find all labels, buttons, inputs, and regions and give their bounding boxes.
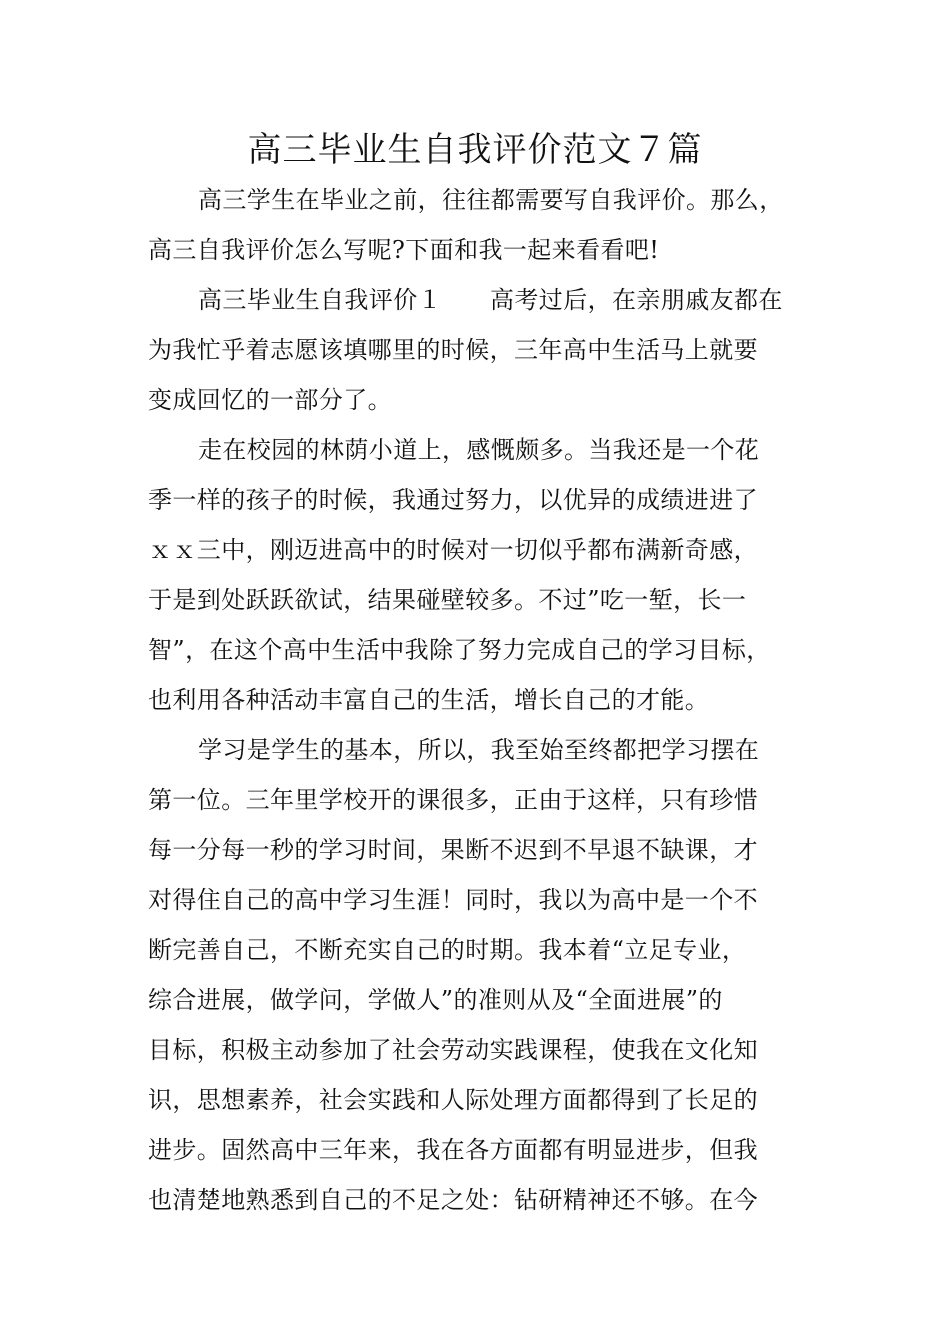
paragraph-line: 走在校园的林荫小道上，感慨颇多。当我还是一个花 xyxy=(198,436,760,464)
section-first-line: 高考过后，在亲朋戚友都在 xyxy=(490,286,783,314)
section-heading-line xyxy=(198,285,783,315)
paragraph-line: 也清楚地熟悉到自己的不足之处：钻研精神还不够。在今 xyxy=(148,1186,758,1214)
paragraph-line: 综合进展，做学问，学做人”的准则从及“全面进展”的 xyxy=(148,986,723,1014)
paragraph-line: 每一分每一秒的学习时间，果断不迟到不早退不缺课，才 xyxy=(148,836,758,864)
document-title: 高三毕业生自我评价范文７篇 xyxy=(247,130,703,170)
section-line: 变成回忆的一部分了。 xyxy=(148,386,392,414)
paragraph-line: 于是到处跃跃欲试，结果碰壁较多。不过”吃一堑，长一 xyxy=(148,586,747,614)
paragraph-line: 对得住自己的高中学习生涯！同时，我以为高中是一个不 xyxy=(148,886,758,914)
paragraph-line: 断完善自己，不断充实自己的时期。我本着“立足专业， xyxy=(148,936,747,964)
paragraph-line: 智”，在这个高中生活中我除了努力完成自己的学习目标， xyxy=(148,636,771,664)
paragraph-line: 也利用各种活动丰富自己的生活，增长自己的才能。 xyxy=(148,686,710,714)
intro-line: 高三自我评价怎么写呢?下面和我一起来看看吧! xyxy=(148,236,660,264)
paragraph-line: 第一位。三年里学校开的课很多，正由于这样，只有珍惜 xyxy=(148,786,758,814)
paragraph-line: 目标，积极主动参加了社会劳动实践课程，使我在文化知 xyxy=(148,1036,758,1064)
section-line: 为我忙乎着志愿该填哪里的时候，三年高中生活马上就要 xyxy=(148,336,758,364)
paragraph-line: 季一样的孩子的时候，我通过努力，以优异的成绩进进了 xyxy=(148,486,758,514)
paragraph-line: 识，思想素养，社会实践和人际处理方面都得到了长足的 xyxy=(148,1086,758,1114)
paragraph-line: 进步。固然高中三年来，我在各方面都有明显进步，但我 xyxy=(148,1136,758,1164)
section-heading: 高三毕业生自我评价１ xyxy=(198,286,442,314)
intro-line: 高三学生在毕业之前，往往都需要写自我评价。那么， xyxy=(198,186,784,214)
paragraph-line: 学习是学生的基本，所以，我至始至终都把学习摆在 xyxy=(198,736,760,764)
paragraph-line: ｘｘ三中，刚迈进高中的时候对一切似乎都布满新奇感， xyxy=(148,536,758,564)
